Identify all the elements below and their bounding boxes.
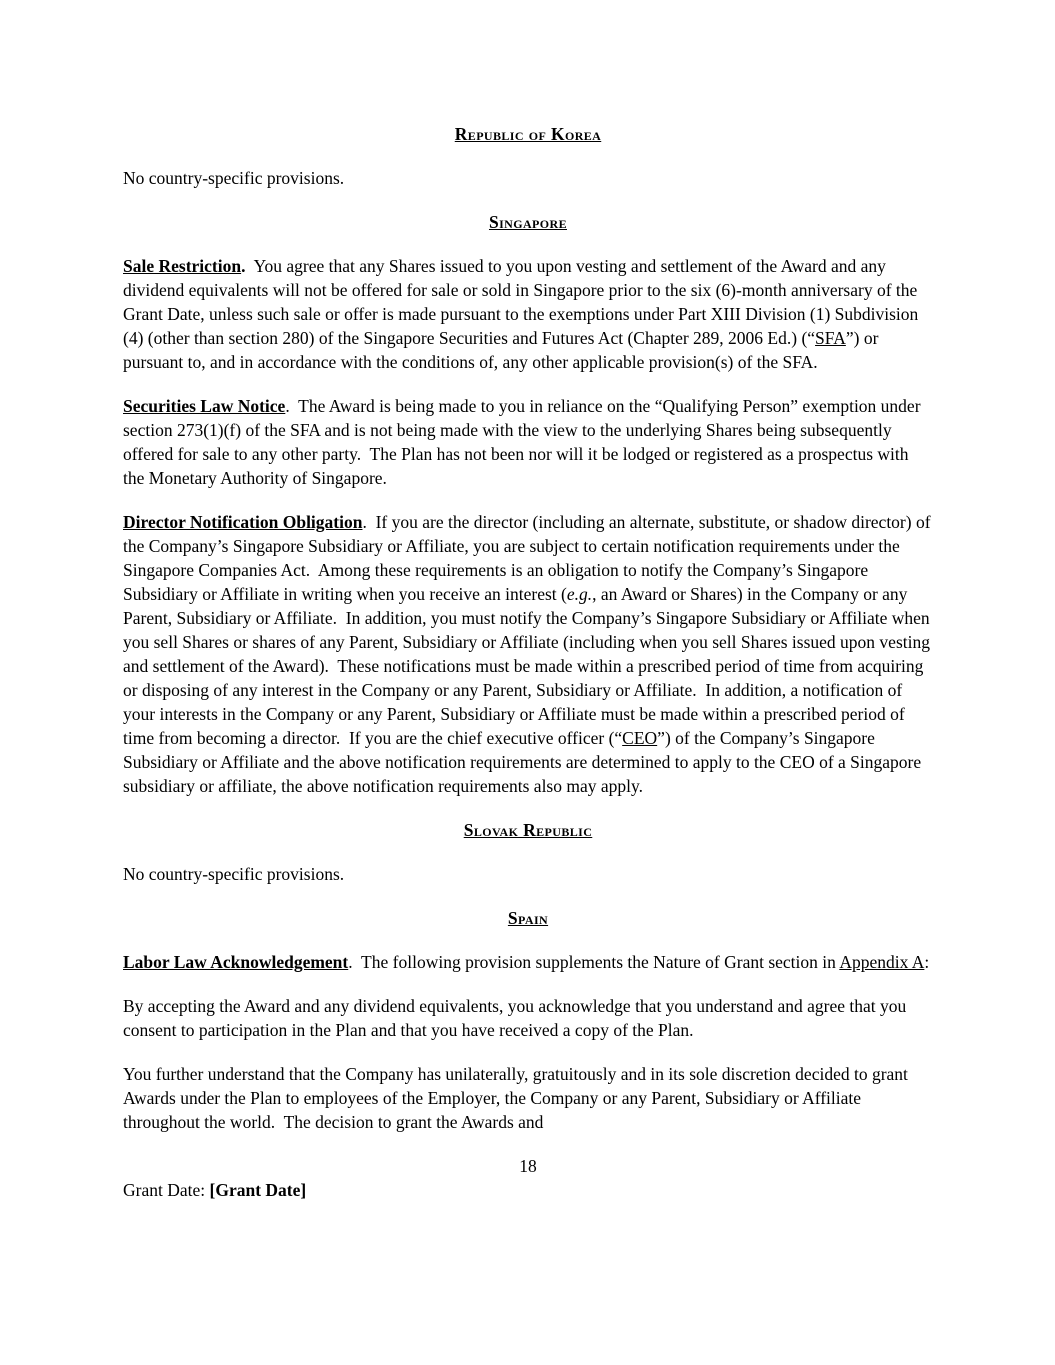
section-heading-text: Slovak Republic: [463, 820, 593, 840]
further-understanding-paragraph: You further understand that the Company has unilaterally, gratuitously and in its sole discretion decided to grant Awards under the Plan to employees of the Employer, the Company or any Parent, Subsidiary or Affiliate throughout the world. The decision to grant the Awards and: [123, 1064, 912, 1132]
page-number: 18: [519, 1156, 537, 1176]
section-heading-text: Singapore: [488, 212, 567, 232]
securities-law-notice-paragraph: Securities Law Notice. The Award is being made to you in reliance on the “Qualifying Person” exemption under section 273(1)(f) of the SFA and is not being made with the view to the underlying Shares being subsequently offered for sale to any other party. The Plan has not been nor will it be lodged or registered as a prospectus with the Monetary Authority of Singapore.: [123, 396, 925, 488]
grant-date-line: Grant Date: [Grant Date]: [123, 1180, 307, 1200]
section-heading-republic-of-korea: [123, 122, 933, 146]
director-notification-obligation-paragraph: Director Notification Obligation. If you are the director (including an alternate, substitute, or shadow director) of the Company’s Singapore Subsidiary or Affiliate, you are subject to certain notification requirements under the Singapore Companies Act. Among these requirements is an obligation to notify the Company’s Singapore Subsidiary or Affiliate in writing when you receive an interest (e.g., an Award or Shares) in the Company or any Parent, Subsidiary or Affiliate. In addition, you must notify the Company’s Singapore Subsidiary or Affiliate when you sell Shares or shares of any Parent, Subsidiary or Affiliate (including when you sell Shares issued upon vesting and settlement of the Award). These notifications must be made within a prescribed period of time from acquiring or disposing of any interest in the Company or any Parent, Subsidiary or Affiliate. In addition, a notification of your interests in the Company or any Parent, Subsidiary or Affiliate must be made within a prescribed period of time from becoming a director. If you are the chief executive officer (“CEO”) of the Company’s Singapore Subsidiary or Affiliate and the above notification requirements are determined to apply to the CEO of a Singapore subsidiary or affiliate, the above notification requirements also may apply.: [123, 512, 935, 796]
section-heading-text: Spain: [507, 908, 549, 928]
sale-restriction-paragraph: Sale Restriction. You agree that any Shares issued to you upon vesting and settlement of the Award and any dividend equivalents will not be offered for sale or sold in Singapore prior to the six (6)-month anniversary of the Grant Date, unless such sale or offer is made pursuant to the exemptions under Part XIII Division (1) Subdivision (4) (other than section 280) of the Singapore Securities and Futures Act (Chapter 289, 2006 Ed.) (“SFA”) or pursuant to, and in accordance with the conditions of, any other applicable provision(s) of the SFA.: [123, 256, 923, 372]
acceptance-paragraph: By accepting the Award and any dividend equivalents, you acknowledge that you understand and agree that you consent to participation in the Plan and that you have received a copy of the Plan.: [123, 996, 911, 1040]
section-heading-slovak-republic: [123, 818, 933, 842]
section-heading-spain: [123, 906, 933, 930]
korea-no-provisions-text: No country-specific provisions.: [123, 168, 345, 188]
labor-law-acknowledgement-paragraph: Labor Law Acknowledgement. The following provision supplements the Nature of Grant section in Appendix A:: [123, 952, 930, 972]
section-heading-singapore: [123, 210, 933, 234]
slovak-no-provisions-text: No country-specific provisions.: [123, 864, 345, 884]
section-heading-text: Republic of Korea: [454, 124, 602, 144]
